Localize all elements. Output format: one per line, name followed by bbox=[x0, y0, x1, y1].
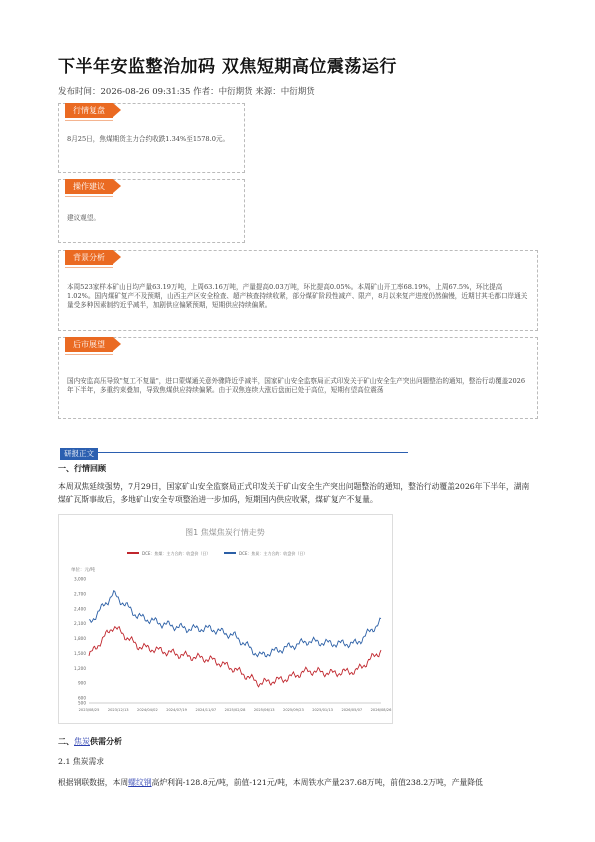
background-tag: 背景分析 bbox=[65, 250, 113, 265]
y-tick-label: 3,000 bbox=[74, 576, 86, 582]
paragraph-demand bbox=[58, 777, 536, 788]
y-tick-label: 1,800 bbox=[74, 636, 86, 642]
section-divider bbox=[98, 452, 408, 453]
x-tick-label: 2023/12/13 bbox=[107, 708, 129, 712]
heading-supply-demand bbox=[58, 736, 122, 747]
article-title: 下半年安监整治加码 双焦短期高位震荡运行 bbox=[58, 57, 397, 77]
y-tick-label: 2,400 bbox=[74, 606, 86, 612]
x-tick-label: 2023/08/25 bbox=[78, 708, 100, 712]
x-tick-label: 2025/09/23 bbox=[283, 708, 304, 712]
y-tick-label: 900 bbox=[78, 680, 86, 686]
coke-link[interactable]: 焦炭 bbox=[74, 737, 90, 746]
advice-text: 建议观望。 bbox=[67, 214, 100, 222]
x-tick-label: 2026/05/07 bbox=[341, 708, 363, 712]
y-tick-label: 2,100 bbox=[74, 621, 86, 627]
outlook-tag: 后市展望 bbox=[65, 337, 113, 352]
section-tag: 研报正文 bbox=[60, 448, 98, 460]
series-line bbox=[89, 627, 381, 687]
x-tick-label: 2025/06/13 bbox=[253, 708, 275, 712]
y-tick-label: 2,700 bbox=[74, 591, 86, 597]
demand-suffix: 高炉利润-128.8元/吨，前值-121元/吨，本周铁水产量237.68万吨，前值238.2万吨，产量降低 bbox=[151, 778, 483, 787]
x-tick-label: 2024/04/02 bbox=[137, 708, 158, 712]
review-text: 8月25日，焦煤期货主力合约收跌1.34%至1578.0元。 bbox=[67, 135, 230, 143]
section-header bbox=[60, 441, 536, 460]
y-tick-label: 1,500 bbox=[74, 650, 86, 656]
advice-tag: 操作建议 bbox=[65, 179, 113, 194]
y-tick-label: 1,200 bbox=[74, 665, 86, 671]
demand-prefix: 根据钢联数据，本周 bbox=[58, 778, 129, 787]
review-tag: 行情复盘 bbox=[65, 103, 113, 118]
outlook-box bbox=[58, 337, 538, 419]
paragraph-review: 本周双焦延续强势，7月29日，国家矿山安全监察局正式印发关于矿山安全生产突出问题整治的通知，整治行动覆盖2026年下半年，湖南煤矿瓦斯事故后，多地矿山安全专项整治进一步加码，短期国内供应收紧，煤矿复产不复量。 bbox=[58, 482, 530, 504]
chart-title: 图1 焦煤焦炭行情走势 bbox=[185, 528, 265, 537]
background-text: 本周523家样本矿山日均产量63.19万吨，上周63.16万吨，产量提高0.03万吨，环比提高0.05%。本周矿山开工率68.19%，上周67.5%，环比提高1.02%。国内煤矿复产不及预期，山西主产区安全检查、超产核查持续收紧，部分煤矿阶段性减产、限产，8月以来复产进度仍然偏慢，近期甘其毛都口岸通关量受多种因素制约近乎减半，加剧供应偏紧预期，短期供应持续偏紧。 bbox=[67, 283, 528, 309]
background-box bbox=[58, 250, 538, 331]
heading-suffix: 供需分析 bbox=[90, 737, 122, 746]
x-tick-label: 2025/01/13 bbox=[312, 708, 333, 712]
x-tick-label: 2024/07/19 bbox=[166, 708, 187, 712]
advice-box bbox=[58, 179, 245, 243]
review-box bbox=[58, 103, 245, 173]
article-meta: 发布时间：2026-08-26 09:31:35 作者：中衍期货 来源：中衍期货 bbox=[58, 87, 315, 97]
subheading-coke-demand: 2.1 焦炭需求 bbox=[58, 757, 105, 766]
y-tick-label: 600 bbox=[78, 695, 86, 701]
chart-container bbox=[58, 514, 393, 724]
x-tick-label: 2025/02/28 bbox=[224, 708, 246, 712]
outlook-text: 国内安监高压导致"复工不复量"，进口蒙煤通关意外骤降近乎减半，国家矿山安全监察局正式印发关于矿山安全生产突出问题整治的通知，整治行动覆盖2026年下半年，多重约束叠加，导致焦煤供应持续偏紧。由于双焦连续大涨后盘面已处于高位，短期有望高位震荡 bbox=[67, 377, 526, 394]
x-tick-label: 2026/08/26 bbox=[370, 708, 392, 712]
heading-review: 一、行情回顾 bbox=[58, 464, 106, 473]
y-tick-label: 500 bbox=[78, 700, 86, 706]
legend-label: DCE：焦炭：主力合约：收盘价（日） bbox=[239, 551, 308, 556]
series-line bbox=[89, 591, 381, 657]
y-axis-label: 单位：元/吨 bbox=[71, 568, 96, 573]
legend-label: DCE：焦煤：主力合约：收盘价（日） bbox=[142, 551, 211, 556]
rebar-link[interactable]: 螺纹钢 bbox=[128, 778, 152, 787]
heading-prefix: 二、 bbox=[58, 737, 74, 746]
x-tick-label: 2024/11/07 bbox=[195, 708, 217, 712]
price-chart bbox=[59, 515, 392, 723]
